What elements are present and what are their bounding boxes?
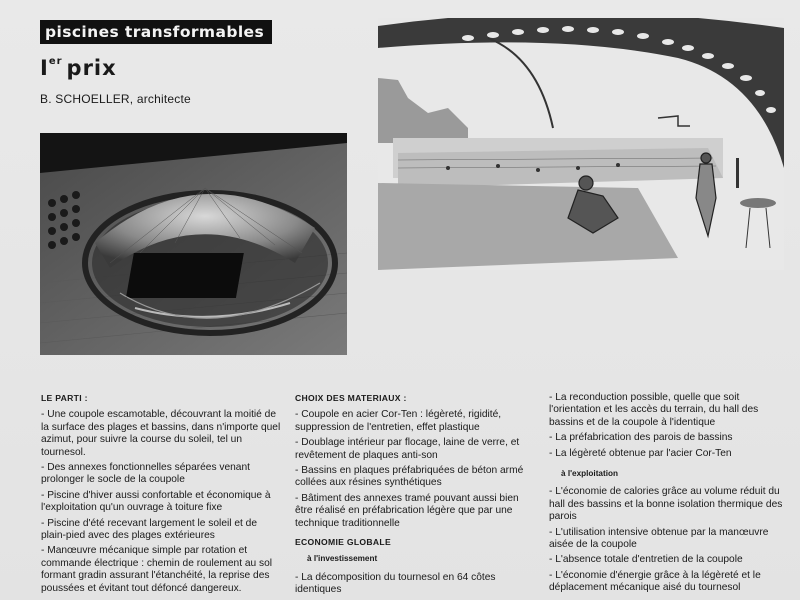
model-photo-drawing — [40, 133, 347, 355]
architect-credit: B. SCHOELLER, architecte — [40, 92, 191, 106]
section-heading-economie: ECONOMIE GLOBALE — [295, 537, 391, 548]
list-item: - La décomposition du tournesol en 64 côtes identiques — [295, 571, 496, 596]
prize-superscript: er — [48, 56, 63, 67]
list-item: - L'économie de calories grâce au volume réduit du hall des bassins et la bonne isolation thermique des parois — [549, 486, 783, 523]
section-heading-parti: LE PARTI : — [41, 393, 88, 403]
list-item: - Coupole en acier Cor-Ten : légèreté, rigidité, suppression de l'entretien, effet plastique — [295, 409, 502, 433]
list-item: - L'absence totale d'entretien de la coupole — [549, 554, 743, 566]
column-suite — [549, 392, 791, 598]
list-item: - Des annexes fonctionnelles séparées venant prolonger le socle de la coupole — [41, 462, 250, 486]
list-item: - Doublage intérieur par flocage, laine de verre, et revêtement de plaques anti-son — [295, 437, 520, 461]
title-banner: piscines transformables — [40, 20, 272, 44]
list-item: - L'utilisation intensive obtenue par la manœuvre aisée de la coupole — [549, 526, 769, 551]
list-item: - Piscine d'hiver aussi confortable et économique à l'exploitation qu'un ouvrage à toiture fixe — [41, 489, 271, 514]
list-item: - Bâtiment des annexes tramé pouvant aussi bien être réalisé en préfabrication légère que par une technique traditionnelle — [295, 492, 519, 529]
list-item: - Une coupole escamotable, découvrant la moitié de la surface des plages et bassins, dans n'importe quel azimut, pour suivre la course du soleil, tel un tournesol. — [41, 409, 281, 458]
interior-sketch-drawing — [378, 18, 784, 270]
subheading-investissement: à l'investissement — [307, 554, 378, 564]
subheading-exploitation: à l'exploitation — [561, 469, 618, 479]
section-heading-materiaux: CHOIX DES MATERIAUX : — [295, 393, 407, 403]
column-le-parti — [41, 392, 281, 598]
prize-numeral: I — [40, 56, 49, 80]
list-item: - La reconduction possible, quelle que soit l'orientation et les accès du terrain, du hall des bassins et de la coupole à l'identique — [549, 392, 759, 428]
prize-word: prix — [66, 56, 117, 80]
list-item: - Manœuvre mécanique simple par rotation et commande électrique : chemin de roulement au sol formant gradin assurant l'étanchéité, la reprise des poussées et évitant tout défoncé dangereux. — [41, 545, 273, 594]
dome-interior-sketch — [378, 18, 784, 270]
architectural-model-photo — [40, 133, 347, 355]
column-materiaux — [295, 392, 535, 600]
prize-heading — [40, 56, 117, 80]
list-item: - La préfabrication des parois de bassins — [549, 432, 733, 444]
list-item: - L'économie d'énergie grâce à la légèreté et le déplacement mécanique aisé du tournesol — [549, 569, 761, 594]
list-item: - Piscine d'été recevant largement le soleil et de plain-pied avec des plages extérieures — [41, 517, 257, 542]
list-item: - Bassins en plaques préfabriquées de béton armé collées aux résines synthétiques — [295, 465, 524, 489]
list-item: - La légèreté obtenue par l'acier Cor-Ten — [549, 447, 732, 459]
